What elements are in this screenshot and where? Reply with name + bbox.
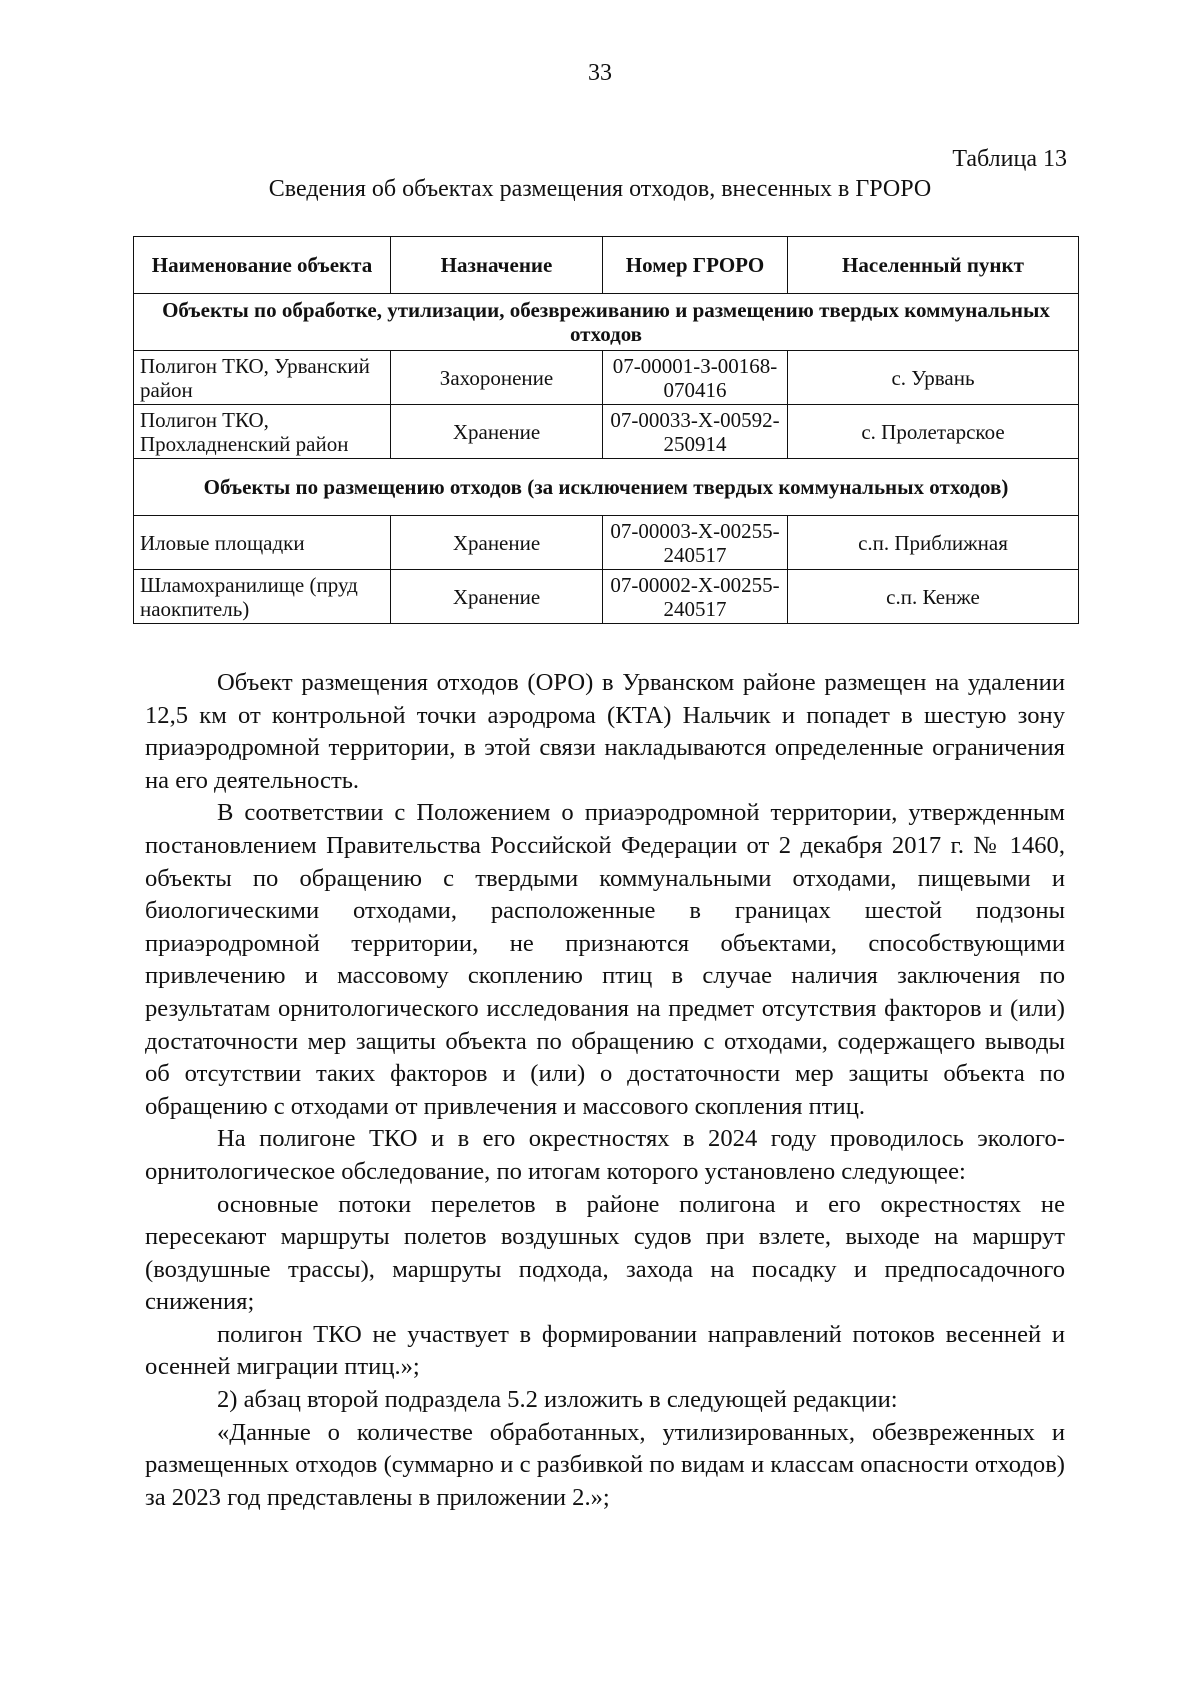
- header-purpose: Назначение: [391, 237, 603, 294]
- table-title: Сведения об объектах размещения отходов, внесенных в ГРОРО: [268, 176, 932, 202]
- cell-groro-number: 07-00033-Х-00592-250914: [603, 405, 788, 459]
- cell-purpose: Хранение: [391, 516, 603, 570]
- cell-object-name: Полигон ТКО, Прохладненский район: [134, 405, 391, 459]
- cell-object-name: Иловые площадки: [134, 516, 391, 570]
- section-row: [134, 294, 1079, 351]
- body-text: [145, 667, 1065, 1514]
- header-groro-number: Номер ГРОРО: [603, 237, 788, 294]
- cell-locality: с. Пролетарское: [788, 405, 1079, 459]
- cell-groro-number: 07-00003-Х-00255-240517: [603, 516, 788, 570]
- cell-groro-number: 07-00002-Х-00255-240517: [603, 570, 788, 624]
- header-object-name: Наименование объекта: [134, 237, 391, 294]
- cell-groro-number: 07-00001-З-00168-070416: [603, 351, 788, 405]
- cell-object-name: Полигон ТКО, Урванский район: [134, 351, 391, 405]
- cell-purpose: Хранение: [391, 570, 603, 624]
- paragraph: Объект размещения отходов (ОРО) в Урванском районе размещен на удалении 12,5 км от контрольной точки аэродрома (КТА) Нальчик и попадет в шестую зону приаэродромной территории, в этой связи накладываются определенные ограничения на его деятельность.: [145, 669, 1065, 794]
- table-row: [134, 351, 1079, 405]
- table-label: Таблица 13: [952, 146, 1067, 172]
- header-locality: Населенный пункт: [788, 237, 1079, 294]
- cell-object-name: Шламохранилище (пруд наокпитель): [134, 570, 391, 624]
- paragraph: На полигоне ТКО и в его окрестностях в 2024 году проводилось эколого-орнитологическое обследование, по итогам которого установлено следующее:: [145, 1125, 1065, 1185]
- table-row: [134, 405, 1079, 459]
- section-row: [134, 459, 1079, 516]
- paragraph: «Данные о количестве обработанных, утилизированных, обезвреженных и размещенных отходов (суммарно и с разбивкой по видам и классам опасности отходов) за 2023 год представлены в приложении 2.»;: [145, 1418, 1065, 1511]
- section-title-solid-waste: Объекты по обработке, утилизации, обезвреживанию и размещению твердых коммунальных отходов: [134, 294, 1079, 351]
- cell-purpose: Захоронение: [391, 351, 603, 405]
- table-header-row: [134, 237, 1079, 294]
- section-title-other-waste: Объекты по размещению отходов (за исключением твердых коммунальных отходов): [134, 459, 1079, 516]
- table-row: [134, 516, 1079, 570]
- paragraph: 2) абзац второй подраздела 5.2 изложить в следующей редакции:: [217, 1386, 898, 1414]
- cell-purpose: Хранение: [391, 405, 603, 459]
- paragraph: основные потоки перелетов в районе полигона и его окрестностях не пересекают маршруты полетов воздушных судов при взлете, выходе на маршрут (воздушные трассы), маршруты подхода, захода на посадку и предпосадочного снижения;: [145, 1190, 1065, 1316]
- paragraph: полигон ТКО не участвует в формировании направлений потоков весенней и осенней миграции птиц.»;: [145, 1320, 1065, 1381]
- cell-locality: с. Урвань: [788, 351, 1079, 405]
- paragraph: В соответствии с Положением о приаэродромной территории, утвержденным постановлением Правительства Российской Федерации от 2 декабря 2017 г. № 1460, объекты по обращению с твердыми коммунальными отходами, пищевыми и биологическими отходами, расположенные в границах шестой подзоны приаэродромной территории, не признаются объектами, способствующими привлечению и массовому скоплению птиц в случае наличия заключения по результатам орнитологического исследования на предмет отсутствия факторов и (или) достаточности мер защиты объекта по обращению с отходами, содержащего выводы об отсутствии таких факторов и (или) о достаточности мер защиты объекта по обращению с отходами от привлечения и массового скопления птиц.: [145, 799, 1065, 1120]
- table-row: [134, 570, 1079, 624]
- cell-locality: с.п. Кенже: [788, 570, 1079, 624]
- groro-objects-table: [133, 236, 1079, 624]
- cell-locality: с.п. Приближная: [788, 516, 1079, 570]
- page-number: 33: [588, 60, 612, 86]
